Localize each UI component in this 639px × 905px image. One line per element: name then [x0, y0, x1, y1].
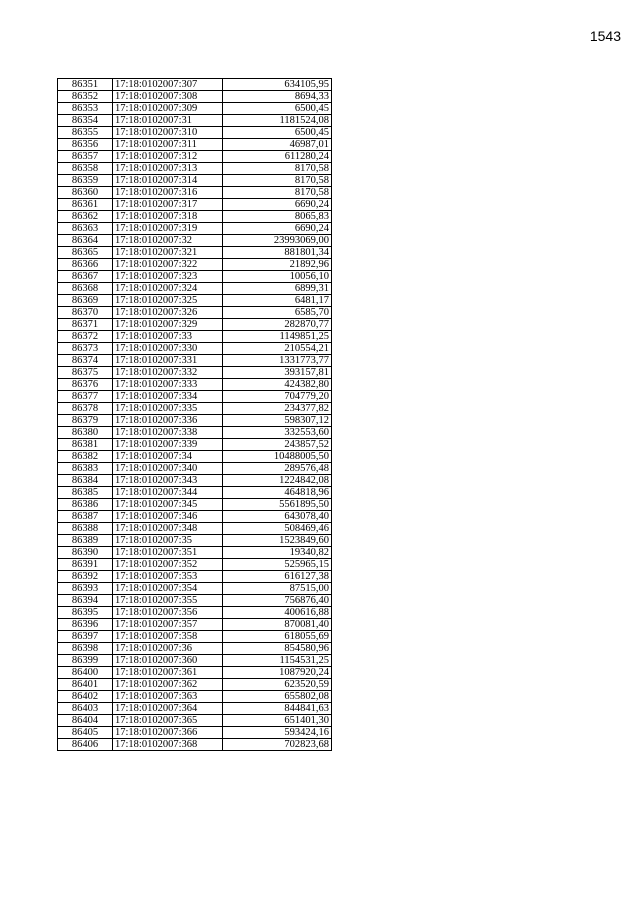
- row-number-cell: 86373: [58, 343, 113, 355]
- row-number-cell: 86365: [58, 247, 113, 259]
- row-number-cell: 86386: [58, 499, 113, 511]
- table-row: [58, 619, 332, 631]
- cadastral-number-cell: 17:18:0102007:339: [113, 439, 223, 451]
- value-cell: 46987,01: [223, 139, 332, 151]
- value-cell: 870081,40: [223, 619, 332, 631]
- row-number-cell: 86378: [58, 403, 113, 415]
- cadastral-number-cell: 17:18:0102007:31: [113, 115, 223, 127]
- value-cell: 508469,46: [223, 523, 332, 535]
- row-number-cell: 86374: [58, 355, 113, 367]
- table-row: [58, 139, 332, 151]
- value-cell: 756876,40: [223, 595, 332, 607]
- row-number-cell: 86360: [58, 187, 113, 199]
- value-cell: 854580,96: [223, 643, 332, 655]
- table-row: [58, 391, 332, 403]
- row-number-cell: 86362: [58, 211, 113, 223]
- table-row: [58, 511, 332, 523]
- cadastral-number-cell: 17:18:0102007:316: [113, 187, 223, 199]
- table-row: [58, 463, 332, 475]
- value-cell: 289576,48: [223, 463, 332, 475]
- row-number-cell: 86359: [58, 175, 113, 187]
- table-row: [58, 547, 332, 559]
- row-number-cell: 86361: [58, 199, 113, 211]
- table-body: [58, 79, 332, 751]
- table-row: [58, 403, 332, 415]
- table-row: [58, 667, 332, 679]
- table-row: [58, 691, 332, 703]
- cadastral-number-cell: 17:18:0102007:322: [113, 259, 223, 271]
- cadastral-number-cell: 17:18:0102007:324: [113, 283, 223, 295]
- table-row: [58, 703, 332, 715]
- row-number-cell: 86375: [58, 367, 113, 379]
- cadastral-number-cell: 17:18:0102007:35: [113, 535, 223, 547]
- value-cell: 618055,69: [223, 631, 332, 643]
- page-number: 1543: [589, 28, 621, 44]
- value-cell: 611280,24: [223, 151, 332, 163]
- row-number-cell: 86390: [58, 547, 113, 559]
- cadastral-number-cell: 17:18:0102007:334: [113, 391, 223, 403]
- value-cell: 87515,00: [223, 583, 332, 595]
- value-cell: 6690,24: [223, 199, 332, 211]
- table-row: [58, 451, 332, 463]
- row-number-cell: 86367: [58, 271, 113, 283]
- table-row: [58, 571, 332, 583]
- value-cell: 1331773,77: [223, 355, 332, 367]
- cadastral-number-cell: 17:18:0102007:368: [113, 739, 223, 751]
- table-row: [58, 319, 332, 331]
- value-cell: 400616,88: [223, 607, 332, 619]
- value-cell: 10056,10: [223, 271, 332, 283]
- row-number-cell: 86389: [58, 535, 113, 547]
- value-cell: 634105,95: [223, 79, 332, 91]
- cadastral-number-cell: 17:18:0102007:331: [113, 355, 223, 367]
- row-number-cell: 86357: [58, 151, 113, 163]
- value-cell: 424382,80: [223, 379, 332, 391]
- row-number-cell: 86354: [58, 115, 113, 127]
- table-row: [58, 655, 332, 667]
- cadastral-number-cell: 17:18:0102007:346: [113, 511, 223, 523]
- table-row: [58, 679, 332, 691]
- table-row: [58, 631, 332, 643]
- cadastral-number-cell: 17:18:0102007:34: [113, 451, 223, 463]
- table-row: [58, 175, 332, 187]
- value-cell: 702823,68: [223, 739, 332, 751]
- value-cell: 616127,38: [223, 571, 332, 583]
- row-number-cell: 86371: [58, 319, 113, 331]
- cadastral-number-cell: 17:18:0102007:363: [113, 691, 223, 703]
- cadastral-number-cell: 17:18:0102007:340: [113, 463, 223, 475]
- table-row: [58, 595, 332, 607]
- row-number-cell: 86385: [58, 487, 113, 499]
- row-number-cell: 86384: [58, 475, 113, 487]
- row-number-cell: 86368: [58, 283, 113, 295]
- row-number-cell: 86366: [58, 259, 113, 271]
- value-cell: 8170,58: [223, 163, 332, 175]
- cadastral-number-cell: 17:18:0102007:32: [113, 235, 223, 247]
- row-number-cell: 86397: [58, 631, 113, 643]
- table-row: [58, 259, 332, 271]
- cadastral-number-cell: 17:18:0102007:353: [113, 571, 223, 583]
- value-cell: 464818,96: [223, 487, 332, 499]
- value-cell: 8065,83: [223, 211, 332, 223]
- row-number-cell: 86402: [58, 691, 113, 703]
- table-row: [58, 415, 332, 427]
- value-cell: 282870,77: [223, 319, 332, 331]
- cadastral-number-cell: 17:18:0102007:33: [113, 331, 223, 343]
- row-number-cell: 86370: [58, 307, 113, 319]
- table-row: [58, 199, 332, 211]
- cadastral-number-cell: 17:18:0102007:366: [113, 727, 223, 739]
- value-cell: 6690,24: [223, 223, 332, 235]
- cadastral-number-cell: 17:18:0102007:333: [113, 379, 223, 391]
- value-cell: 844841,63: [223, 703, 332, 715]
- row-number-cell: 86391: [58, 559, 113, 571]
- cadastral-number-cell: 17:18:0102007:360: [113, 655, 223, 667]
- cadastral-number-cell: 17:18:0102007:317: [113, 199, 223, 211]
- cadastral-number-cell: 17:18:0102007:345: [113, 499, 223, 511]
- cadastral-number-cell: 17:18:0102007:362: [113, 679, 223, 691]
- cadastral-number-cell: 17:18:0102007:310: [113, 127, 223, 139]
- row-number-cell: 86388: [58, 523, 113, 535]
- value-cell: 5561895,50: [223, 499, 332, 511]
- table-row: [58, 643, 332, 655]
- table-row: [58, 127, 332, 139]
- table-row: [58, 79, 332, 91]
- cadastral-number-cell: 17:18:0102007:329: [113, 319, 223, 331]
- row-number-cell: 86353: [58, 103, 113, 115]
- cadastral-number-cell: 17:18:0102007:365: [113, 715, 223, 727]
- cadastral-number-cell: 17:18:0102007:336: [113, 415, 223, 427]
- value-cell: 23993069,00: [223, 235, 332, 247]
- table-row: [58, 523, 332, 535]
- table-row: [58, 367, 332, 379]
- table-row: [58, 535, 332, 547]
- cadastral-number-cell: 17:18:0102007:323: [113, 271, 223, 283]
- row-number-cell: 86396: [58, 619, 113, 631]
- value-cell: 643078,40: [223, 511, 332, 523]
- cadastral-number-cell: 17:18:0102007:308: [113, 91, 223, 103]
- row-number-cell: 86394: [58, 595, 113, 607]
- value-cell: 1154531,25: [223, 655, 332, 667]
- value-cell: 1149851,25: [223, 331, 332, 343]
- row-number-cell: 86351: [58, 79, 113, 91]
- table-row: [58, 103, 332, 115]
- row-number-cell: 86395: [58, 607, 113, 619]
- cadastral-number-cell: 17:18:0102007:311: [113, 139, 223, 151]
- cadastral-number-cell: 17:18:0102007:314: [113, 175, 223, 187]
- value-cell: 8694,33: [223, 91, 332, 103]
- cadastral-number-cell: 17:18:0102007:364: [113, 703, 223, 715]
- cadastral-number-cell: 17:18:0102007:357: [113, 619, 223, 631]
- table-row: [58, 331, 332, 343]
- table-row: [58, 223, 332, 235]
- table-row: [58, 739, 332, 751]
- value-cell: 6481,17: [223, 295, 332, 307]
- row-number-cell: 86352: [58, 91, 113, 103]
- value-cell: 1087920,24: [223, 667, 332, 679]
- table-row: [58, 91, 332, 103]
- value-cell: 704779,20: [223, 391, 332, 403]
- cadastral-number-cell: 17:18:0102007:355: [113, 595, 223, 607]
- row-number-cell: 86356: [58, 139, 113, 151]
- table-row: [58, 247, 332, 259]
- row-number-cell: 86363: [58, 223, 113, 235]
- row-number-cell: 86364: [58, 235, 113, 247]
- table-row: [58, 487, 332, 499]
- table-row: [58, 295, 332, 307]
- value-cell: 6500,45: [223, 127, 332, 139]
- cadastral-number-cell: 17:18:0102007:312: [113, 151, 223, 163]
- value-cell: 6899,31: [223, 283, 332, 295]
- table-row: [58, 475, 332, 487]
- table-row: [58, 283, 332, 295]
- cadastral-number-cell: 17:18:0102007:330: [113, 343, 223, 355]
- value-cell: 1181524,08: [223, 115, 332, 127]
- cadastral-number-cell: 17:18:0102007:321: [113, 247, 223, 259]
- row-number-cell: 86392: [58, 571, 113, 583]
- cadastral-number-cell: 17:18:0102007:335: [113, 403, 223, 415]
- row-number-cell: 86358: [58, 163, 113, 175]
- table-row: [58, 151, 332, 163]
- cadastral-number-cell: 17:18:0102007:338: [113, 427, 223, 439]
- table-row: [58, 715, 332, 727]
- cadastral-number-cell: 17:18:0102007:344: [113, 487, 223, 499]
- value-cell: 598307,12: [223, 415, 332, 427]
- table-row: [58, 307, 332, 319]
- cadastral-number-cell: 17:18:0102007:352: [113, 559, 223, 571]
- cadastral-number-cell: 17:18:0102007:361: [113, 667, 223, 679]
- value-cell: 243857,52: [223, 439, 332, 451]
- row-number-cell: 86405: [58, 727, 113, 739]
- cadastral-number-cell: 17:18:0102007:325: [113, 295, 223, 307]
- value-cell: 525965,15: [223, 559, 332, 571]
- cadastral-number-cell: 17:18:0102007:343: [113, 475, 223, 487]
- row-number-cell: 86387: [58, 511, 113, 523]
- value-cell: 6585,70: [223, 307, 332, 319]
- value-cell: 234377,82: [223, 403, 332, 415]
- table-row: [58, 559, 332, 571]
- value-cell: 593424,16: [223, 727, 332, 739]
- value-cell: 8170,58: [223, 175, 332, 187]
- row-number-cell: 86401: [58, 679, 113, 691]
- table-row: [58, 607, 332, 619]
- table-row: [58, 727, 332, 739]
- table-row: [58, 499, 332, 511]
- cadastral-number-cell: 17:18:0102007:319: [113, 223, 223, 235]
- value-cell: 655802,08: [223, 691, 332, 703]
- table-row: [58, 355, 332, 367]
- row-number-cell: 86376: [58, 379, 113, 391]
- cadastral-number-cell: 17:18:0102007:348: [113, 523, 223, 535]
- value-cell: 651401,30: [223, 715, 332, 727]
- table-row: [58, 115, 332, 127]
- cadastral-number-cell: 17:18:0102007:36: [113, 643, 223, 655]
- cadastral-number-cell: 17:18:0102007:332: [113, 367, 223, 379]
- table-row: [58, 583, 332, 595]
- cadastral-number-cell: 17:18:0102007:356: [113, 607, 223, 619]
- value-cell: 8170,58: [223, 187, 332, 199]
- table-row: [58, 235, 332, 247]
- row-number-cell: 86369: [58, 295, 113, 307]
- value-cell: 10488005,50: [223, 451, 332, 463]
- row-number-cell: 86399: [58, 655, 113, 667]
- cadastral-value-table: [57, 78, 332, 751]
- row-number-cell: 86406: [58, 739, 113, 751]
- row-number-cell: 86398: [58, 643, 113, 655]
- cadastral-number-cell: 17:18:0102007:351: [113, 547, 223, 559]
- row-number-cell: 86400: [58, 667, 113, 679]
- row-number-cell: 86393: [58, 583, 113, 595]
- row-number-cell: 86377: [58, 391, 113, 403]
- table-row: [58, 427, 332, 439]
- value-cell: 1523849,60: [223, 535, 332, 547]
- table-row: [58, 379, 332, 391]
- value-cell: 6500,45: [223, 103, 332, 115]
- value-cell: 393157,81: [223, 367, 332, 379]
- row-number-cell: 86381: [58, 439, 113, 451]
- cadastral-number-cell: 17:18:0102007:354: [113, 583, 223, 595]
- table-row: [58, 211, 332, 223]
- value-cell: 19340,82: [223, 547, 332, 559]
- cadastral-number-cell: 17:18:0102007:358: [113, 631, 223, 643]
- value-cell: 332553,60: [223, 427, 332, 439]
- value-cell: 623520,59: [223, 679, 332, 691]
- row-number-cell: 86379: [58, 415, 113, 427]
- cadastral-number-cell: 17:18:0102007:318: [113, 211, 223, 223]
- value-cell: 1224842,08: [223, 475, 332, 487]
- row-number-cell: 86403: [58, 703, 113, 715]
- table-row: [58, 343, 332, 355]
- row-number-cell: 86372: [58, 331, 113, 343]
- table-row: [58, 187, 332, 199]
- cadastral-number-cell: 17:18:0102007:307: [113, 79, 223, 91]
- row-number-cell: 86382: [58, 451, 113, 463]
- row-number-cell: 86380: [58, 427, 113, 439]
- table-row: [58, 271, 332, 283]
- table-row: [58, 439, 332, 451]
- cadastral-number-cell: 17:18:0102007:309: [113, 103, 223, 115]
- value-cell: 881801,34: [223, 247, 332, 259]
- value-cell: 210554,21: [223, 343, 332, 355]
- cadastral-number-cell: 17:18:0102007:326: [113, 307, 223, 319]
- row-number-cell: 86355: [58, 127, 113, 139]
- cadastral-number-cell: 17:18:0102007:313: [113, 163, 223, 175]
- value-cell: 21892,96: [223, 259, 332, 271]
- table-row: [58, 163, 332, 175]
- row-number-cell: 86404: [58, 715, 113, 727]
- row-number-cell: 86383: [58, 463, 113, 475]
